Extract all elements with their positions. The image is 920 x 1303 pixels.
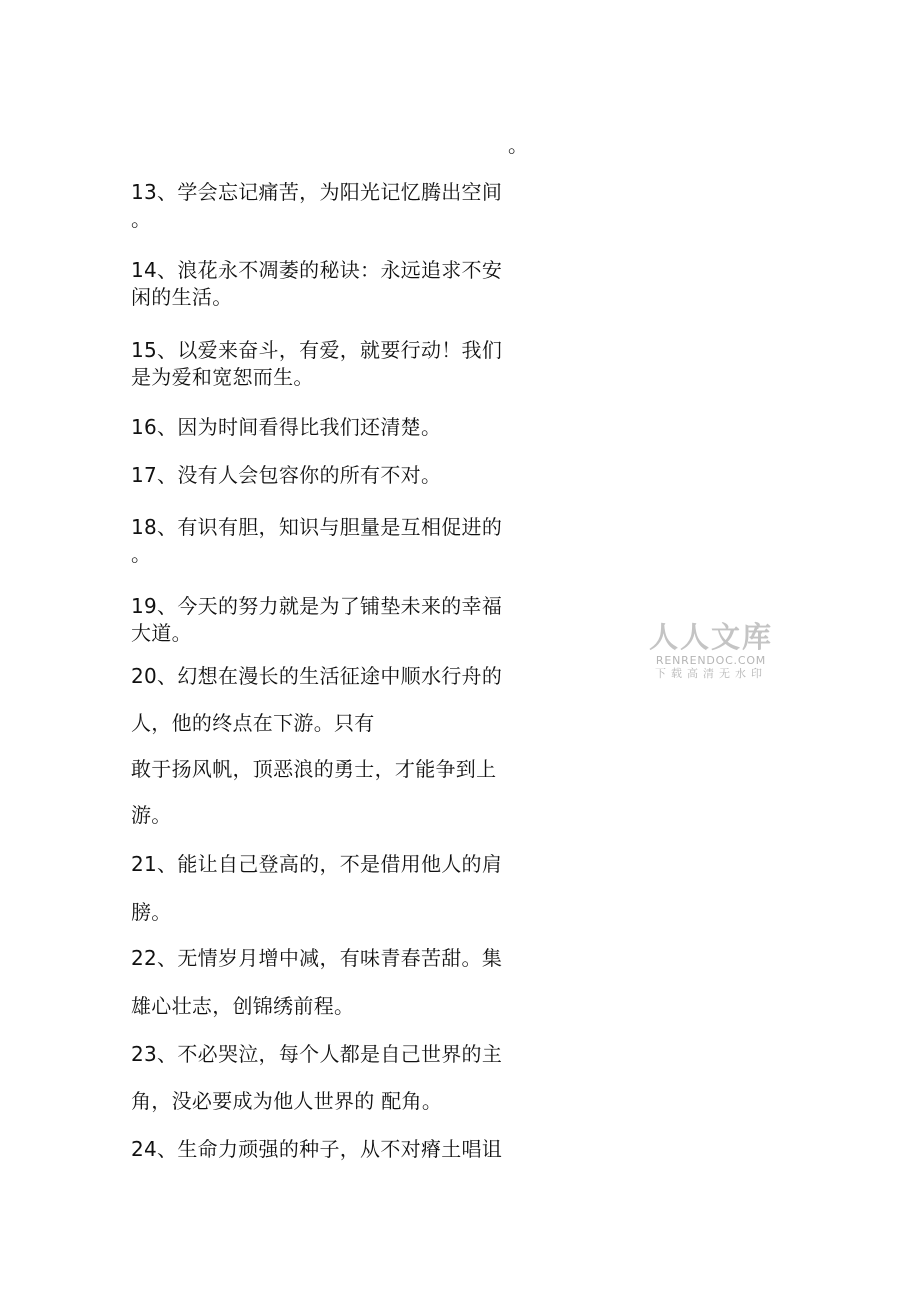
text-line: 。 <box>131 542 152 566</box>
text-line: 雄心壮志，创锦绣前程。 <box>131 994 355 1018</box>
text-line: 14、浪花永不凋萎的秘诀：永远追求不安 <box>131 258 503 282</box>
text-line: 敢于扬风帆，顶恶浪的勇士，才能争到上 <box>131 757 497 781</box>
text-line: 17、没有人会包容你的所有不对。 <box>131 463 442 487</box>
text-line: 。 <box>131 207 152 231</box>
text-line: 膀。 <box>131 900 172 924</box>
text-line: 20、幻想在漫长的生活征途中顺水行舟的 <box>131 664 503 688</box>
text-line: 是为爱和宽恕而生。 <box>131 365 314 389</box>
text-line: 13、学会忘记痛苦，为阳光记忆腾出空间 <box>131 180 503 204</box>
text-line: 22、无情岁月增中减，有味青春苦甜。集 <box>131 946 503 970</box>
text-line: 24、生命力顽强的种子，从不对瘠土唱诅 <box>131 1137 503 1161</box>
text-line: 游。 <box>131 803 172 827</box>
text-line: 16、因为时间看得比我们还清楚。 <box>131 415 442 439</box>
text-line: 闲的生活。 <box>131 285 233 309</box>
watermark-url: RENRENDOC.COM <box>655 654 767 667</box>
watermark-logo <box>646 620 776 681</box>
text-line: 23、不必哭泣，每个人都是自己世界的主 <box>131 1042 503 1066</box>
text-line: 15、以爱来奋斗，有爱，就要行动！我们 <box>131 338 503 362</box>
watermark-title: 人人文库 <box>648 620 773 654</box>
fragment-period: 。 <box>508 133 528 157</box>
text-line: 21、能让自己登高的，不是借用他人的肩 <box>131 852 503 876</box>
watermark-subtitle: 下载高清无水印 <box>655 667 767 680</box>
text-line: 18、有识有胆，知识与胆量是互相促进的 <box>131 515 503 539</box>
text-line: 19、今天的努力就是为了铺垫未来的幸福 <box>131 594 503 618</box>
text-line: 人，他的终点在下游。只有 <box>131 711 375 735</box>
text-line: 大道。 <box>131 621 192 645</box>
text-line: 角，没必要成为他人世界的 配角。 <box>131 1089 443 1113</box>
